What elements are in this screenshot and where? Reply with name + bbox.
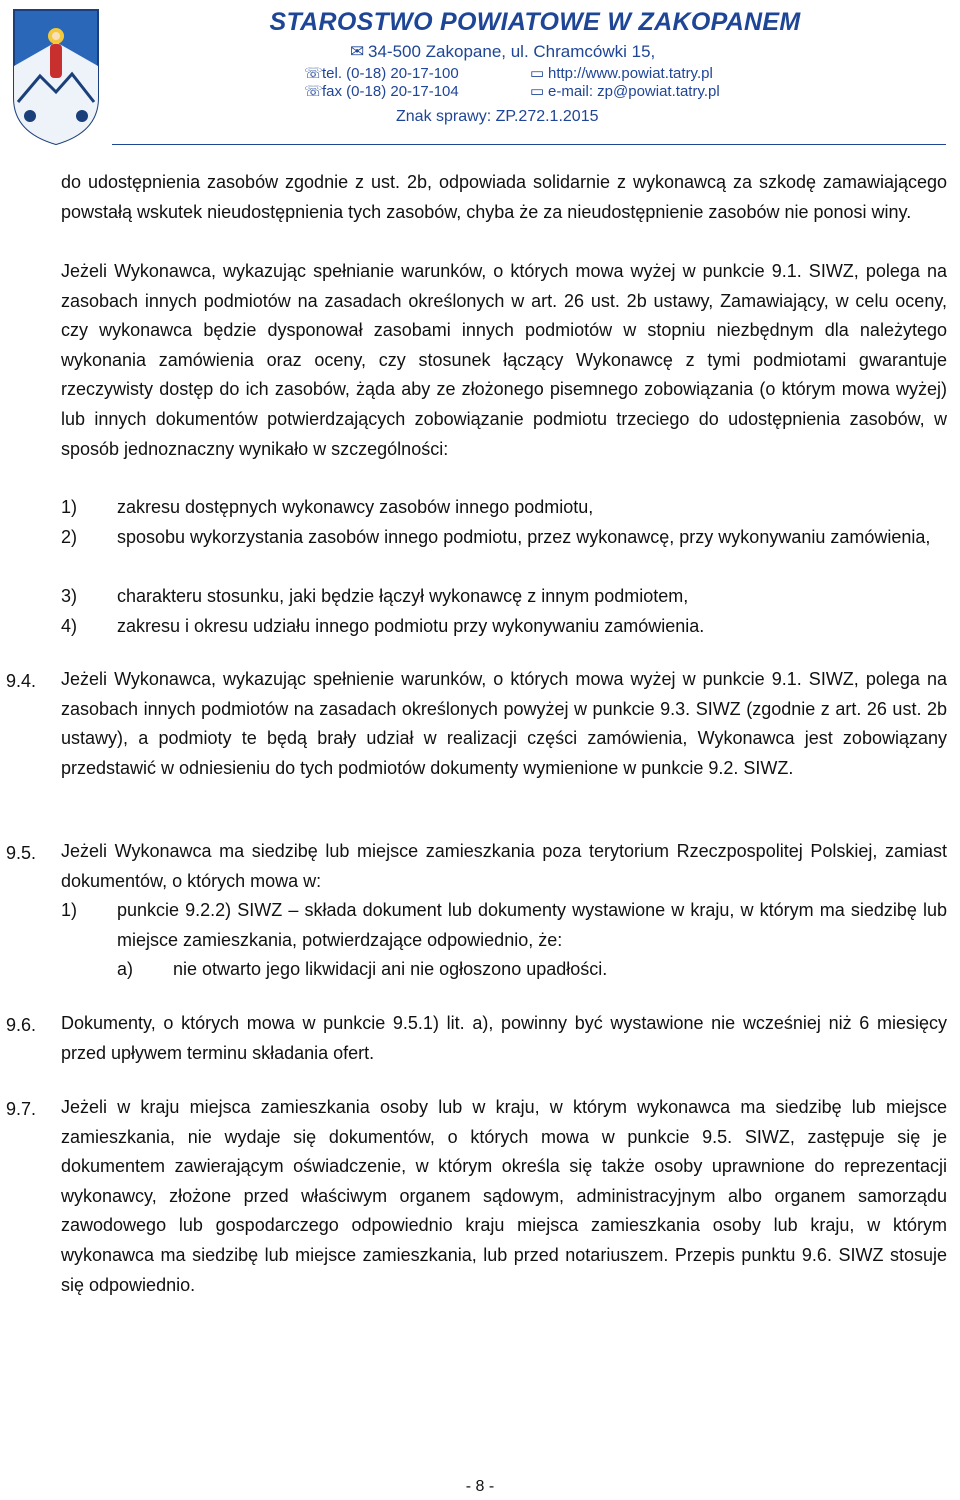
section-9-6	[61, 1009, 947, 1068]
list-number: 3)	[61, 586, 78, 606]
header-divider	[112, 144, 946, 145]
intro-text: do udostępnienia zasobów zgodnie z ust. 2b, odpowiada solidarnie z wykonawcą za szkodę zamawiającego powstałą wskutek nieudostępnienia tych zasobów, chyba że za nieudostępnienie zasobów nie ponosi winy.	[61, 172, 947, 222]
header-title: STAROSTWO POWIATOWE W ZAKOPANEM	[269, 8, 801, 36]
list-text: zakresu dostępnych wykonawcy zasobów innego podmiotu,	[117, 497, 594, 517]
section-9-4-text: Jeżeli Wykonawca, wykazując spełnienie warunków, o których mowa wyżej w punkcie 9.1. SIWZ, polega na zasobach innych podmiotów na zasadach określonych powyżej w punkcie 9.3. SIWZ (zgodnie z art. 26 ust. 2b ustawy), a podmioty te będą brały udział w realizacji części zamówienia, Wykonawca jest zobowiązany przedstawić w odniesieniu do tych podmiotów dokumenty wymienione w punkcie 9.2. SIWZ.	[61, 669, 947, 778]
list-letter: a)	[117, 959, 134, 979]
section-9-7	[61, 1093, 947, 1300]
list-number: 4)	[61, 616, 78, 636]
address-text: 34-500 Zakopane, ul. Chramcówki 15,	[368, 42, 656, 61]
list-text: charakteru stosunku, jaki będzie łączył wykonawcę z innym podmiotem,	[117, 586, 689, 606]
section-number: 9.6.	[6, 1015, 37, 1035]
page-number: - 8 -	[465, 1478, 495, 1495]
list-item	[61, 896, 947, 956]
list-text: nie otwarto jego likwidacji ani nie ogłoszono upadłości.	[173, 959, 608, 979]
header-www	[530, 64, 713, 82]
case-reference: Znak sprawy: ZP.272.1.2015	[396, 108, 599, 125]
paragraph-resources	[61, 257, 947, 464]
fax-icon: ☏	[304, 83, 323, 100]
section-9-6-text: Dokumenty, o których mowa w punkcie 9.5.1) lit. a), powinny być wystawione nie wcześniej niż 6 miesięcy przed upływem terminu składania ofert.	[61, 1013, 947, 1063]
computer-icon: ▭	[530, 83, 545, 100]
list-number: 1)	[61, 497, 78, 517]
intro-paragraph	[61, 168, 947, 227]
fax-text: fax (0-18) 20-17-104	[322, 83, 459, 100]
section-number: 9.7.	[6, 1099, 37, 1119]
section-9-5	[61, 837, 947, 896]
section-9-7-text: Jeżeli w kraju miejsca zamieszkania osoby lub w kraju, w którym wykonawca ma siedzibę lub miejsce zamieszkania, nie wydaje się dokumentów, o których mowa w punkcie 9.5. SIWZ, zastępuje się je dokumentem zawierającym oświadczenie, w którym określa się także osoby uprawnione do reprezentacji wykonawcy, złożone przed właściwym organem sądowym, administracyjnym albo organem samorządu zawodowego lub gospodarczego odpowiednio kraju miejsca zamieszkania osoby lub kraju, w którym wykonawca ma siedzibę lub miejsce zamieszkania, lub przed notariuszem. Przepis punktu 9.6. SIWZ stosuje się odpowiednio.	[61, 1097, 947, 1295]
section-9-5-text: Jeżeli Wykonawca ma siedzibę lub miejsce zamieszkania poza terytorium Rzeczpospolitej Polskiej, zamiast dokumentów, o których mowa w:	[61, 841, 947, 891]
tel-text: tel. (0-18) 20-17-100	[322, 65, 459, 82]
list-number: 1)	[61, 900, 78, 920]
list-number: 2)	[61, 527, 78, 547]
paragraph-resources-text: Jeżeli Wykonawca, wykazując spełnianie warunków, o których mowa wyżej w punkcie 9.1. SIWZ, polega na zasobach innych podmiotów na zasadach określonych w art. 26 ust. 2b ustawy, Zamawiający, w celu oceny, czy wykonawca będzie dysponował zasobami innych podmiotów w stopniu niezbędnym dla należytego wykonania zamówienia oraz oceny, czy stosunek łączący Wykonawcę z tymi podmiotami gwarantuje rzeczywisty dostęp do ich zasobów, żąda aby ze złożonego pisemnego zobowiązania (o którym mowa wyżej) lub innych dokumentów potwierdzających zobowiązanie podmiotu trzeciego do udostępnienia zasobów, w sposób jednoznaczny wynikało w szczególności:	[61, 261, 947, 459]
header-tel	[304, 64, 459, 82]
www-link[interactable]: http://www.powiat.tatry.pl	[548, 65, 713, 82]
header-email	[530, 82, 720, 100]
header-address	[350, 42, 655, 62]
list-text: zakresu i okresu udziału innego podmiotu przy wykonywaniu zamówienia.	[117, 616, 705, 636]
county-crest-logo	[10, 6, 102, 146]
envelope-icon: ✉	[350, 42, 365, 61]
section-number: 9.5.	[6, 843, 37, 863]
section-9-4	[61, 665, 947, 783]
computer-icon: ▭	[530, 65, 545, 82]
phone-icon: ☏	[304, 65, 323, 82]
email-link[interactable]: e-mail: zp@powiat.tatry.pl	[548, 83, 720, 100]
list-text: sposobu wykorzystania zasobów innego podmiotu, przez wykonawcę, przy wykonywaniu zamówienia,	[117, 527, 931, 547]
list-text: punkcie 9.2.2) SIWZ – składa dokument lub dokumenty wystawione w kraju, w którym ma siedzibę lub miejsce zamieszkania, potwierdzające odpowiednio, że:	[117, 900, 947, 950]
section-number: 9.4.	[6, 671, 37, 691]
header-fax	[304, 82, 459, 100]
